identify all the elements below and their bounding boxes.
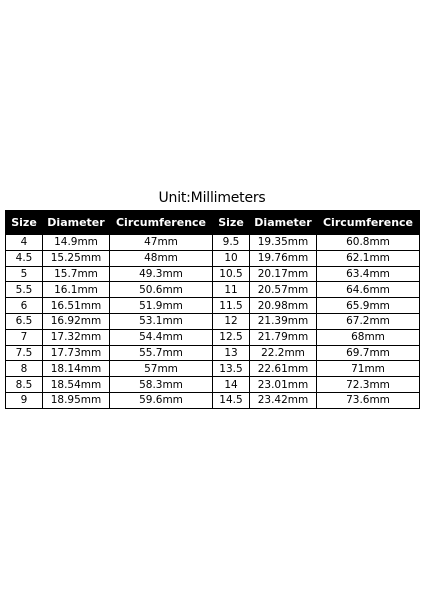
cell-circumference: 62.1mm: [317, 250, 420, 266]
header-size: Size: [213, 211, 250, 235]
cell-circumference: 51.9mm: [110, 298, 213, 314]
table-row: [6, 392, 420, 408]
table-row: [6, 298, 420, 314]
cell-circumference: 73.6mm: [317, 392, 420, 408]
cell-size: 12.5: [213, 329, 250, 345]
table-row: [6, 329, 420, 345]
header-diameter: Diameter: [250, 211, 317, 235]
cell-circumference: 47mm: [110, 235, 213, 251]
cell-circumference: 72.3mm: [317, 377, 420, 393]
cell-size: 9.5: [213, 235, 250, 251]
cell-diameter: 17.73mm: [43, 345, 110, 361]
cell-size: 10: [213, 250, 250, 266]
ring-size-table: [5, 210, 420, 409]
cell-size: 13: [213, 345, 250, 361]
cell-circumference: 59.6mm: [110, 392, 213, 408]
cell-diameter: 21.39mm: [250, 313, 317, 329]
table-row: [6, 250, 420, 266]
cell-diameter: 19.76mm: [250, 250, 317, 266]
cell-circumference: 58.3mm: [110, 377, 213, 393]
cell-diameter: 20.57mm: [250, 282, 317, 298]
table-row: [6, 235, 420, 251]
header-diameter: Diameter: [43, 211, 110, 235]
table-row: [6, 313, 420, 329]
cell-circumference: 71mm: [317, 361, 420, 377]
header-circumference: Circumference: [317, 211, 420, 235]
cell-size: 8.5: [6, 377, 43, 393]
cell-diameter: 14.9mm: [43, 235, 110, 251]
table-row: [6, 345, 420, 361]
cell-circumference: 60.8mm: [317, 235, 420, 251]
table-row: [6, 377, 420, 393]
header-size: Size: [6, 211, 43, 235]
cell-size: 7.5: [6, 345, 43, 361]
cell-size: 7: [6, 329, 43, 345]
cell-diameter: 16.92mm: [43, 313, 110, 329]
cell-size: 6.5: [6, 313, 43, 329]
cell-circumference: 49.3mm: [110, 266, 213, 282]
cell-size: 9: [6, 392, 43, 408]
cell-diameter: 21.79mm: [250, 329, 317, 345]
cell-diameter: 17.32mm: [43, 329, 110, 345]
cell-circumference: 55.7mm: [110, 345, 213, 361]
cell-diameter: 22.61mm: [250, 361, 317, 377]
cell-circumference: 50.6mm: [110, 282, 213, 298]
cell-diameter: 20.98mm: [250, 298, 317, 314]
table-row: [6, 282, 420, 298]
cell-diameter: 16.51mm: [43, 298, 110, 314]
cell-size: 6: [6, 298, 43, 314]
cell-circumference: 48mm: [110, 250, 213, 266]
cell-diameter: 16.1mm: [43, 282, 110, 298]
cell-size: 5.5: [6, 282, 43, 298]
cell-size: 14: [213, 377, 250, 393]
header-row: [6, 211, 420, 235]
cell-size: 5: [6, 266, 43, 282]
cell-circumference: 64.6mm: [317, 282, 420, 298]
cell-diameter: 15.25mm: [43, 250, 110, 266]
cell-size: 4.5: [6, 250, 43, 266]
cell-diameter: 20.17mm: [250, 266, 317, 282]
cell-diameter: 23.01mm: [250, 377, 317, 393]
cell-circumference: 68mm: [317, 329, 420, 345]
cell-size: 11: [213, 282, 250, 298]
cell-size: 8: [6, 361, 43, 377]
table-body: [6, 235, 420, 409]
cell-size: 4: [6, 235, 43, 251]
cell-diameter: 15.7mm: [43, 266, 110, 282]
cell-circumference: 67.2mm: [317, 313, 420, 329]
table-title: Unit:Millimeters: [158, 190, 266, 206]
cell-circumference: 69.7mm: [317, 345, 420, 361]
table-row: [6, 266, 420, 282]
cell-diameter: 18.14mm: [43, 361, 110, 377]
table-row: [6, 361, 420, 377]
cell-diameter: 22.2mm: [250, 345, 317, 361]
cell-size: 12: [213, 313, 250, 329]
cell-circumference: 57mm: [110, 361, 213, 377]
cell-size: 10.5: [213, 266, 250, 282]
cell-diameter: 18.54mm: [43, 377, 110, 393]
cell-circumference: 53.1mm: [110, 313, 213, 329]
cell-circumference: 63.4mm: [317, 266, 420, 282]
cell-diameter: 18.95mm: [43, 392, 110, 408]
cell-circumference: 65.9mm: [317, 298, 420, 314]
cell-circumference: 54.4mm: [110, 329, 213, 345]
cell-diameter: 19.35mm: [250, 235, 317, 251]
header-circumference: Circumference: [110, 211, 213, 235]
cell-size: 14.5: [213, 392, 250, 408]
cell-size: 11.5: [213, 298, 250, 314]
cell-diameter: 23.42mm: [250, 392, 317, 408]
cell-size: 13.5: [213, 361, 250, 377]
